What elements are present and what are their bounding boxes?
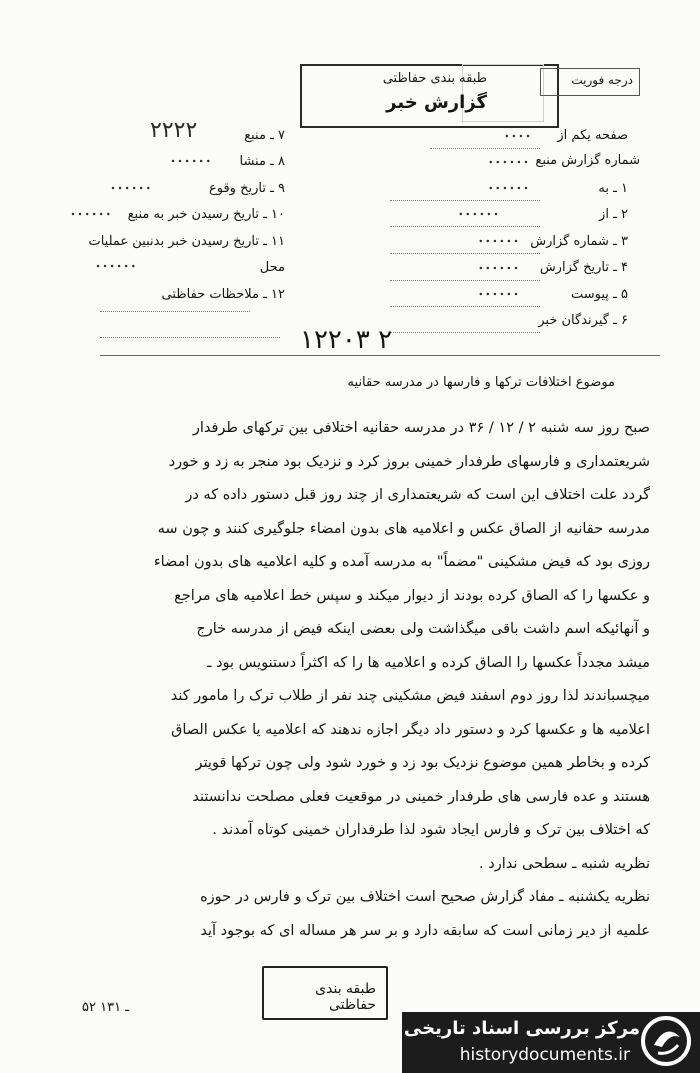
field-location-value: ...... [95, 250, 138, 272]
body-line: و عکسها را که الصاق کرده بودند از دیوار میکند و سپس خط اعلامیه های مراجع [174, 587, 650, 604]
field-event-date-value: ...... [110, 172, 153, 194]
field-line [390, 306, 540, 307]
field-line [390, 200, 540, 201]
field-received-ops-label: ۱۱ ـ تاریخ رسیدن خبر بدنبین عملیات [88, 234, 285, 249]
field-location-label: محل [259, 260, 285, 275]
bottom-stamp-text: طبقه بندی حفاظتی [315, 981, 376, 1013]
body-line: نظریه شنبه ـ سطحی ندارد . [479, 855, 650, 872]
field-line [430, 148, 540, 149]
field-report-date-value: ...... [477, 252, 520, 274]
field-received-source-value: ...... [70, 198, 113, 220]
header-divider [100, 355, 660, 356]
grade-label: درجه فوریت [540, 68, 640, 96]
field-source-number-value: ...... [487, 146, 530, 168]
field-source-value: ۲۲۲۲ [150, 118, 198, 143]
field-line [390, 253, 540, 254]
field-attachment-value: ...... [477, 278, 520, 300]
subject-line: موضوع اختلافات ترکها و فارسها در مدرسه حقانیه [347, 375, 615, 390]
body-line: هستند و عده فارسی های طرفدار خمینی در موقعیت فعلی مصلحت ندانستند [192, 788, 650, 805]
body-line: روزی بود که فیض مشکینی "مضماً" به مدرسه آمده و کلیه اعلامیه های بدون امضاء [153, 554, 650, 570]
report-type-title: گزارش خبر [386, 92, 487, 113]
archive-logo-icon [640, 1015, 692, 1067]
field-report-number-value: ...... [477, 225, 520, 247]
field-line [100, 337, 280, 338]
bottom-classification-stamp [262, 966, 388, 1020]
report-body [40, 412, 650, 948]
field-source-label: ۷ ـ منبع [244, 128, 285, 143]
body-line: و آنهائیکه اسم داشت باقی میگذاشت ولی بعضی اینکه فیض از مدرسه خارج [196, 621, 650, 637]
watermark-url: historydocuments.ir [459, 1045, 630, 1065]
field-report-number-label: ۳ ـ شماره گزارش [530, 234, 628, 249]
field-received-source-label: ۱۰ ـ تاریخ رسیدن خبر به منبع [127, 207, 285, 222]
body-line: صبح روز سه شنبه ۲ / ۱۲ / ۳۶ در مدرسه حقانیه اختلافی بین ترکهای طرفدار [192, 420, 650, 436]
body-line: میشد مجدداً عکسها را الصاق کرده و اعلامیه ها را که اکثراً دستنویس بود ـ [207, 654, 650, 671]
field-event-date-label: ۹ ـ تاریخ وقوع [208, 181, 285, 196]
field-from-value: ...... [457, 198, 500, 220]
reference-number: ۱۲۲۰۳ ۲ [300, 325, 393, 355]
watermark-title: مرکز بررسی اسناد تاریخی [403, 1018, 640, 1039]
classification-label: طبقه بندی حفاظتی [382, 71, 487, 86]
field-source-number-label: شماره گزارش منبع [535, 153, 640, 168]
field-to-value: ...... [487, 172, 530, 194]
field-security-notes-label: ۱۲ ـ ملاحظات حفاظتی [161, 287, 285, 302]
field-page-value: .... [503, 120, 532, 142]
body-line: شریعتمداری و فارسهای طرفدار خمینی بروز کرد و نزدیک بود منجر به زد و خورد [168, 453, 650, 470]
body-line: نظریه یکشنبه ـ مفاد گزارش صحیح است اختلاف بین ترک و فارس در حوزه [200, 889, 650, 905]
field-line [100, 311, 250, 312]
field-from-label: ۲ ـ از [599, 207, 628, 222]
field-line [390, 332, 540, 333]
field-line [390, 280, 540, 281]
body-line: میچسباندند لذا روز دوم اسفند فیض مشکینی چند نفر از طلاب ترک را مامور کند [170, 688, 650, 704]
field-line [390, 226, 540, 227]
field-to-label: ۱ ـ به [598, 181, 628, 196]
body-line: که اختلاف بین ترک و فارس ایجاد شود لذا طرفداران خمینی کوتاه آمدند . [212, 822, 650, 838]
field-report-date-label: ۴ ـ تاریخ گزارش [539, 260, 628, 275]
body-line: گردد علت اختلاف این است که شریعتمداری از چند روز قبل دستور داده که در [185, 487, 650, 503]
field-page-label: صفحه یکم از [557, 128, 628, 143]
field-recipients-label: ۶ ـ گیرندگان خبر [538, 313, 628, 328]
document-number: ۵۲ ـ ۱۳۱ [82, 1000, 130, 1015]
classification-stamp [300, 64, 559, 128]
body-line: مدرسه حقانیه از الصاق عکس و اعلامیه های بدون امضاء جلوگیری کنند و چون سه [157, 520, 650, 537]
body-line: کرده و بخاطر همین موضوع نزدیک بود زد و خورد شود ولی چون ترکها قویتر [195, 755, 650, 771]
field-origin-label: ۸ ـ منشا [239, 154, 285, 169]
body-line: اعلامیه ها و عکسها کرد و دستور داد دیگر اجازه ندهند که اعلامیه یا عکس الصاق [171, 721, 650, 738]
field-attachment-label: ۵ ـ پیوست [571, 287, 628, 302]
field-origin-value: ...... [170, 145, 213, 167]
body-line: علمیه از دیر زمانی است که سابقه دارد و بر سر هر مساله ای که بوجود آید [200, 922, 650, 939]
